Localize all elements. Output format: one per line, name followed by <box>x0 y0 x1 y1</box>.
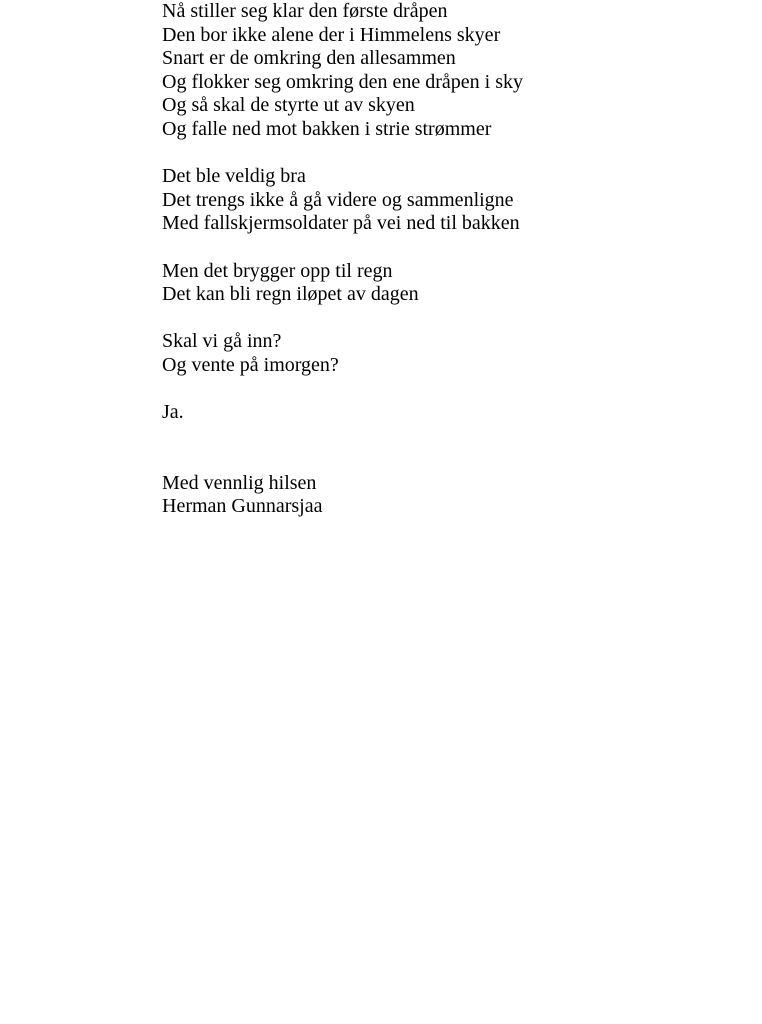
poem-line: Og så skal de styrte ut av skyen <box>162 94 415 117</box>
document-page <box>162 0 742 519</box>
signature-break <box>162 425 742 472</box>
poem-line: Men det brygger opp til regn <box>162 259 393 282</box>
poem-line: Og vente på imorgen? <box>162 353 339 376</box>
poem-line: Med fallskjermsoldater på vei ned til bakken <box>162 212 520 235</box>
stanza-break <box>162 236 742 260</box>
poem-line: Den bor ikke alene der i Himmelens skyer <box>162 23 501 46</box>
poem-line: Og falle ned mot bakken i strie strømmer <box>162 117 492 140</box>
poem-line: Snart er de omkring den allesammen <box>162 47 456 70</box>
poem-line: Det ble veldig bra <box>162 165 306 188</box>
poem-line: Skal vi gå inn? <box>162 330 282 353</box>
stanza-break <box>162 378 742 402</box>
author-name: Herman Gunnarsjaa <box>162 495 323 518</box>
stanza-2 <box>162 165 742 236</box>
closing-text: Med vennlig hilsen <box>162 471 317 494</box>
poem-line: Det kan bli regn iløpet av dagen <box>162 283 419 306</box>
stanza-break <box>162 307 742 331</box>
stanza-3 <box>162 260 742 307</box>
poem-line: Ja. <box>162 401 184 424</box>
poem-line: Og flokker seg omkring den ene dråpen i sky <box>162 70 524 93</box>
stanza-4 <box>162 330 742 377</box>
poem-line: Nå stiller seg klar den første dråpen <box>162 0 448 22</box>
stanza-5 <box>162 401 742 425</box>
poem-line: Det trengs ikke å gå videre og sammenligne <box>162 188 514 211</box>
signature-block <box>162 472 742 519</box>
stanza-1 <box>162 0 742 142</box>
stanza-break <box>162 142 742 166</box>
